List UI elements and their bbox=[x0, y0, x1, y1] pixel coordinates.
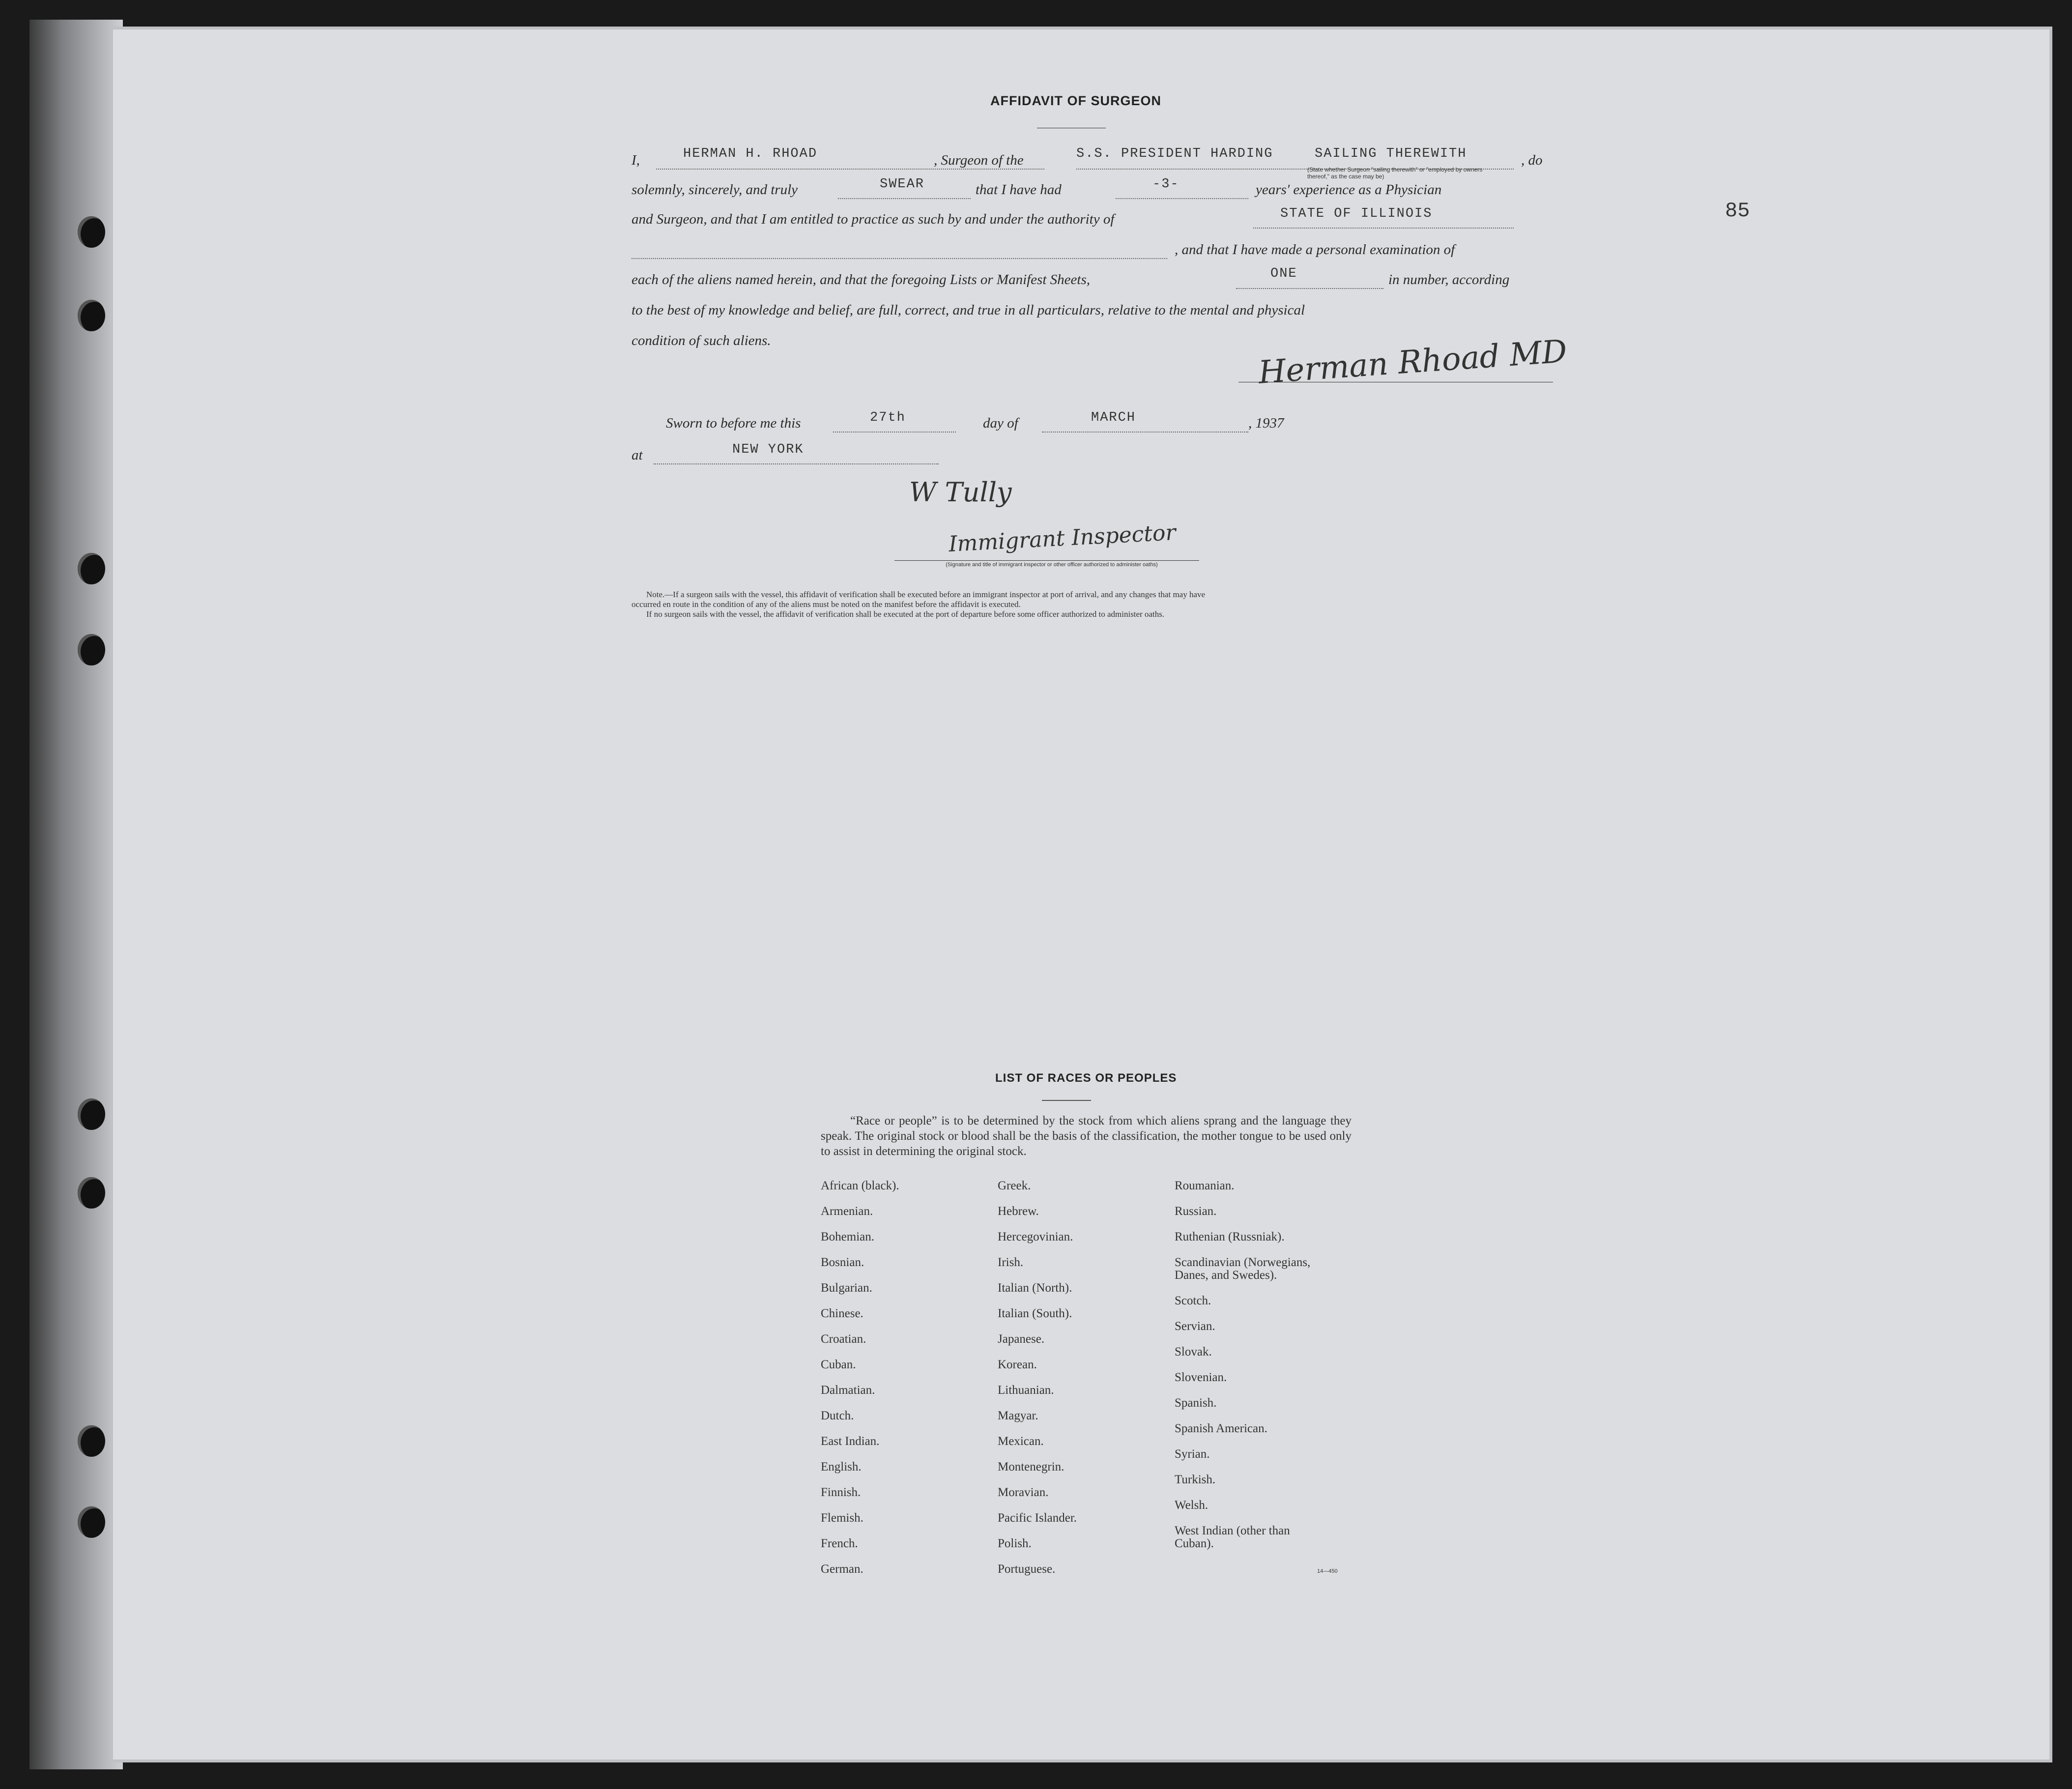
race-item: Cuban. bbox=[821, 1358, 856, 1371]
sworn-year: , 1937 bbox=[1248, 415, 1284, 431]
authority-state: STATE OF ILLINOIS bbox=[1280, 206, 1433, 221]
manifest-page bbox=[113, 29, 2049, 1760]
binder-hole bbox=[78, 216, 105, 248]
race-item: Finnish. bbox=[821, 1486, 861, 1499]
binder-hole bbox=[78, 553, 105, 584]
text-that-i-have-had: that I have had bbox=[976, 182, 1062, 198]
text-and-surgeon: and Surgeon, and that I am entitled to practice as such by and under the authority of bbox=[632, 211, 1115, 227]
sworn-month: MARCH bbox=[1091, 410, 1136, 425]
race-item: East Indian. bbox=[821, 1435, 880, 1448]
race-item: Spanish. bbox=[1175, 1396, 1217, 1410]
race-item: Turkish. bbox=[1175, 1473, 1216, 1486]
text-solemnly: solemnly, sincerely, and truly bbox=[632, 182, 798, 198]
race-item: Bulgarian. bbox=[821, 1281, 872, 1295]
race-item: West Indian (other than Cuban). bbox=[1175, 1524, 1290, 1550]
field-underline bbox=[833, 432, 956, 433]
text-in-number: in number, according bbox=[1388, 272, 1510, 288]
text-surgeon-of: , Surgeon of the bbox=[934, 152, 1024, 168]
field-underline bbox=[1042, 432, 1248, 433]
binder-hole bbox=[78, 1425, 105, 1457]
race-item: Roumanian. bbox=[1175, 1179, 1235, 1192]
race-item: Italian (North). bbox=[998, 1281, 1072, 1295]
race-item: Moravian. bbox=[998, 1486, 1049, 1499]
race-item: Slovenian. bbox=[1175, 1371, 1227, 1384]
inspector-line bbox=[894, 560, 1199, 561]
text-i: I, bbox=[632, 152, 640, 168]
field-underline bbox=[838, 198, 971, 199]
races-title: LIST OF RACES OR PEOPLES bbox=[995, 1071, 1177, 1085]
race-item: Bosnian. bbox=[821, 1256, 864, 1269]
race-item: Spanish American. bbox=[1175, 1422, 1267, 1435]
race-item: Irish. bbox=[998, 1256, 1024, 1269]
page-number: 85 bbox=[1725, 199, 1750, 223]
note-line-1: Note.—If a surgeon sails with the vessel, this affidavit of verification shall be executed before an immigrant inspector at port of arrival, and any changes that may have bbox=[646, 590, 1206, 599]
race-item: Hebrew. bbox=[998, 1205, 1039, 1218]
note-line-3: If no surgeon sails with the vessel, the affidavit of verification shall be executed at the port of departure before some officer authorized to administer oaths. bbox=[646, 609, 1165, 619]
text-at: at bbox=[632, 447, 643, 463]
binder-hole bbox=[78, 1177, 105, 1209]
field-underline bbox=[656, 169, 1044, 170]
race-item: Italian (South). bbox=[998, 1307, 1072, 1320]
form-code: 14—450 bbox=[1317, 1568, 1338, 1574]
binder-hole bbox=[78, 300, 105, 331]
binder-hole bbox=[78, 634, 105, 665]
race-item: Syrian. bbox=[1175, 1447, 1210, 1461]
races-intro: “Race or people” is to be determined by the stock from which aliens sprang and the language they speak. The original stock or blood shall be the basis of the classification, the mother tongue to be used only to assist in determining the original stock. bbox=[821, 1114, 1352, 1158]
state-whether-note: (State whether Surgeon "sailing therewith" or "employed by owners thereof," as the case may be) bbox=[1307, 166, 1483, 180]
oath-word: SWEAR bbox=[880, 177, 925, 192]
race-item: Hercegovinian. bbox=[998, 1230, 1073, 1243]
race-item: Portuguese. bbox=[998, 1562, 1056, 1576]
race-item: Armenian. bbox=[821, 1205, 873, 1218]
text-to-best: to the best of my knowledge and belief, are full, correct, and true in all particulars, relative to the mental and physical bbox=[632, 302, 1305, 318]
ship-name: S.S. PRESIDENT HARDING bbox=[1076, 146, 1273, 161]
text-day-of: day of bbox=[983, 415, 1018, 431]
race-item: Scotch. bbox=[1175, 1294, 1211, 1307]
inspector-caption: (Signature and title of immigrant inspector or other officer authorized to administer oaths) bbox=[946, 562, 1158, 568]
race-item: Scandinavian (Norwegians, Danes, and Swedes). bbox=[1175, 1256, 1311, 1282]
race-item: Pacific Islander. bbox=[998, 1511, 1077, 1525]
race-item: African (black). bbox=[821, 1179, 899, 1192]
race-item: Lithuanian. bbox=[998, 1384, 1054, 1397]
text-personal-exam: , and that I have made a personal examination of bbox=[1175, 242, 1455, 258]
affidavit-title: AFFIDAVIT OF SURGEON bbox=[990, 93, 1161, 108]
note-line-2: occurred en route in the condition of any of the aliens must be noted on the manifest before the affidavit is executed. bbox=[632, 600, 1021, 609]
sheets-count: ONE bbox=[1270, 266, 1297, 281]
surgeon-signature: Herman Rhoad MD bbox=[1257, 333, 1568, 391]
field-underline bbox=[654, 463, 939, 464]
race-item: Croatian. bbox=[821, 1332, 866, 1346]
race-item: Flemish. bbox=[821, 1511, 863, 1525]
text-condition: condition of such aliens. bbox=[632, 333, 771, 348]
inspector-signature: W Tully bbox=[909, 477, 1012, 508]
sailing-status: SAILING THEREWITH bbox=[1315, 146, 1467, 161]
race-item: English. bbox=[821, 1460, 862, 1473]
races-title-rule bbox=[1042, 1100, 1091, 1101]
text-do: , do bbox=[1521, 152, 1543, 168]
field-underline bbox=[1253, 228, 1514, 229]
sworn-place: NEW YORK bbox=[732, 442, 804, 457]
race-item: Dalmatian. bbox=[821, 1384, 875, 1397]
field-underline bbox=[1116, 198, 1248, 199]
sworn-day: 27th bbox=[870, 410, 906, 425]
field-underline bbox=[1236, 288, 1383, 289]
race-item: Ruthenian (Russniak). bbox=[1175, 1230, 1285, 1243]
race-item: Mexican. bbox=[998, 1435, 1044, 1448]
race-item: Bohemian. bbox=[821, 1230, 875, 1243]
race-item: Russian. bbox=[1175, 1205, 1217, 1218]
text-years-experience: years' experience as a Physician bbox=[1256, 182, 1442, 198]
race-item: Greek. bbox=[998, 1179, 1031, 1192]
race-item: Korean. bbox=[998, 1358, 1037, 1371]
binder-hole bbox=[78, 1098, 105, 1130]
race-item: Montenegrin. bbox=[998, 1460, 1065, 1473]
race-item: Dutch. bbox=[821, 1409, 854, 1422]
race-item: German. bbox=[821, 1562, 863, 1576]
race-item: Polish. bbox=[998, 1537, 1032, 1550]
binding-strip bbox=[29, 20, 123, 1769]
race-item: Magyar. bbox=[998, 1409, 1038, 1422]
race-item: Chinese. bbox=[821, 1307, 863, 1320]
binder-hole bbox=[78, 1506, 105, 1538]
race-item: Slovak. bbox=[1175, 1345, 1212, 1358]
years-experience: -3- bbox=[1152, 177, 1180, 192]
text-each-alien: each of the aliens named herein, and that the foregoing Lists or Manifest Sheets, bbox=[632, 272, 1090, 288]
race-item: Welsh. bbox=[1175, 1499, 1209, 1512]
inspector-title-signature: Immigrant Inspector bbox=[948, 519, 1177, 557]
field-underline bbox=[632, 258, 1167, 259]
surgeon-name: HERMAN H. RHOAD bbox=[683, 146, 818, 161]
text-sworn: Sworn to before me this bbox=[666, 415, 801, 431]
race-item: French. bbox=[821, 1537, 858, 1550]
race-item: Servian. bbox=[1175, 1320, 1215, 1333]
race-item: Japanese. bbox=[998, 1332, 1045, 1346]
